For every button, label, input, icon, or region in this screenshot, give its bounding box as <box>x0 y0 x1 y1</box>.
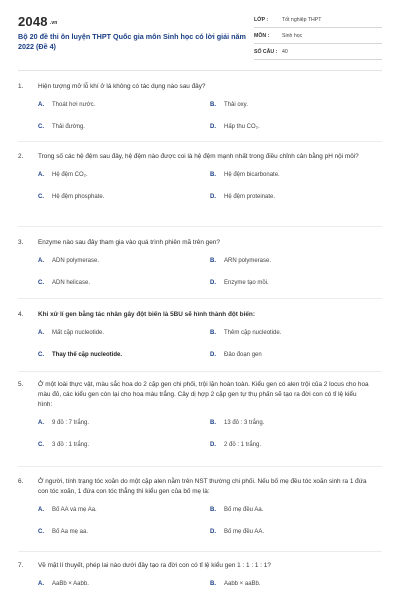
answer-letter: B. <box>210 581 216 587</box>
answer-letter: D. <box>210 280 216 286</box>
document-title: Bộ 20 đề thi ôn luyện THPT Quốc gia môn Sinh học có lời giải năm 2022 (Đề 4) <box>18 32 246 51</box>
answer-text: Thay thế cặp nucleotide. <box>52 352 123 358</box>
answer-letter: D. <box>210 124 216 130</box>
question-number: 5. <box>18 381 24 388</box>
question-text: Khi xử lí gen bằng tác nhân gây đột biến là 5BU sẽ hình thành đột biến: <box>38 311 255 318</box>
answer-option[interactable] <box>210 256 382 266</box>
answer-letter: C. <box>38 194 44 200</box>
answer-option[interactable] <box>210 278 382 288</box>
answer-letter: B. <box>210 172 216 178</box>
header-divider <box>18 70 382 71</box>
answer-letter: B. <box>210 330 216 336</box>
answer-letter: C. <box>38 442 44 448</box>
document-meta <box>254 12 382 60</box>
answer-letter: A. <box>38 581 44 587</box>
answer-option[interactable] <box>38 100 210 110</box>
answer-letter: C. <box>38 352 44 358</box>
answer-letter: B. <box>210 507 216 513</box>
answer-option[interactable] <box>210 527 382 537</box>
question-5 <box>18 380 382 450</box>
answer-text: Hệ đệm bicarbonate. <box>224 172 280 178</box>
question-4 <box>18 310 382 360</box>
answer-list <box>38 170 382 202</box>
site-logo[interactable] <box>18 14 58 29</box>
question-separator <box>18 298 382 299</box>
answer-letter: A. <box>38 258 44 264</box>
answer-option[interactable] <box>210 328 382 338</box>
answer-list <box>38 328 382 360</box>
answer-option[interactable] <box>210 170 382 180</box>
answer-text: Mất cặp nucleotide. <box>52 330 105 336</box>
question-3 <box>18 238 382 288</box>
meta-row-class <box>254 12 382 28</box>
logo-suffix: .vn <box>49 19 58 26</box>
meta-row-subject <box>254 28 382 44</box>
answer-letter: D. <box>210 529 216 535</box>
answer-option[interactable] <box>38 350 210 360</box>
question-head <box>18 477 382 497</box>
answer-letter: D. <box>210 194 216 200</box>
question-text: Enzyme nào sau đây tham gia vào quá trình phiên mã trên gen? <box>38 239 220 246</box>
question-number: 1. <box>18 83 24 90</box>
logo-text: 2048 <box>18 14 48 29</box>
answer-text: Bố AA và mẹ Aa. <box>52 507 97 513</box>
question-number: 7. <box>18 562 24 569</box>
answer-option[interactable] <box>210 100 382 110</box>
answer-letter: A. <box>38 330 44 336</box>
answer-text: Bố mẹ đều AA. <box>224 529 265 535</box>
answer-option[interactable] <box>38 505 210 515</box>
question-number: 2. <box>18 153 24 160</box>
answer-option[interactable] <box>210 579 382 589</box>
answer-letter: C. <box>38 280 44 286</box>
answer-option[interactable] <box>210 505 382 515</box>
answer-text: 9 đỏ : 7 trắng. <box>52 420 90 426</box>
answer-text: Hấp thu CO₂. <box>224 124 260 130</box>
answer-list <box>38 256 382 288</box>
question-text: Hiện tượng mở lỗ khí ở lá không có tác dụng nào sau đây? <box>38 83 206 90</box>
answer-letter: A. <box>38 102 44 108</box>
question-1 <box>18 82 382 132</box>
question-head <box>18 82 382 92</box>
answer-option[interactable] <box>38 256 210 266</box>
answer-text: Đảo đoạn gen <box>224 352 262 358</box>
document-header <box>18 10 382 66</box>
meta-value: Sinh học <box>282 32 303 39</box>
answer-text: Thải đường. <box>52 124 85 130</box>
answer-text: ARN polymerase. <box>224 258 272 264</box>
answer-option[interactable] <box>210 122 382 132</box>
answer-option[interactable] <box>38 527 210 537</box>
answer-text: 13 đỏ : 3 trắng. <box>224 420 265 426</box>
answer-letter: D. <box>210 352 216 358</box>
question-head <box>18 310 382 320</box>
meta-label: SỐ CÂU : <box>254 48 278 55</box>
question-head <box>18 152 382 162</box>
question-number: 6. <box>18 478 24 485</box>
answer-letter: B. <box>210 420 216 426</box>
answer-option[interactable] <box>38 192 210 202</box>
question-7 <box>18 561 382 589</box>
question-head <box>18 238 382 248</box>
answer-option[interactable] <box>38 579 210 589</box>
answer-text: AaBb × Aabb. <box>52 581 89 587</box>
answer-letter: A. <box>38 172 44 178</box>
answer-letter: C. <box>38 124 44 130</box>
question-number: 3. <box>18 239 24 246</box>
answer-text: Thêm cặp nucleotide. <box>224 330 282 336</box>
answer-option[interactable] <box>38 122 210 132</box>
answer-text: ADN polymerase. <box>52 258 100 264</box>
meta-label: MÔN : <box>254 32 270 39</box>
answer-option[interactable] <box>210 192 382 202</box>
answer-text: Aabb × aaBb. <box>224 581 261 587</box>
answer-option[interactable] <box>38 170 210 180</box>
answer-text: Hệ đệm phosphate. <box>52 194 105 200</box>
question-2 <box>18 152 382 202</box>
question-text: Trong số các hệ đệm sau đây, hệ đệm nào được coi là hệ đệm mạnh nhất trong điều chỉnh cân bằng pH nội môi? <box>38 153 359 160</box>
answer-text: Hệ đệm CO₂. <box>52 172 88 178</box>
answer-text: Enzyme tạo mồi. <box>224 280 269 286</box>
answer-option[interactable] <box>210 440 382 450</box>
meta-value: Tốt nghiệp THPT <box>282 16 322 23</box>
meta-value: 40 <box>282 48 288 55</box>
answer-letter: D. <box>210 442 216 448</box>
question-separator <box>18 141 382 142</box>
question-text: Ở người, tính trạng tóc xoăn do một cặp alen nằm trên NST thường chi phối. Nếu bố mẹ đều tóc xoăn sinh ra 1 đứa con tóc xoăn, 1 đứa con tóc thẳng thì kiểu gen của bố mẹ là: <box>38 478 367 495</box>
answer-text: Hệ đệm proteinate. <box>224 194 276 200</box>
question-text: Về mặt lí thuyết, phép lai nào dưới đây tạo ra đời con có tỉ lệ kiểu gen 1 : 1 : 1 : 1? <box>38 562 271 569</box>
answer-text: 2 đỏ : 1 trắng. <box>224 442 262 448</box>
answer-letter: A. <box>38 507 44 513</box>
answer-text: Thoát hơi nước. <box>52 102 96 108</box>
question-separator <box>18 371 382 372</box>
answer-text: ADN helicase. <box>52 280 91 286</box>
answer-option[interactable] <box>38 440 210 450</box>
answer-list <box>38 579 382 589</box>
question-separator <box>18 226 382 227</box>
answer-letter: B. <box>210 102 216 108</box>
answer-letter: A. <box>38 420 44 426</box>
question-6 <box>18 477 382 537</box>
answer-list <box>38 505 382 537</box>
answer-text: 3 đỏ : 1 trắng. <box>52 442 90 448</box>
meta-row-count <box>254 44 382 60</box>
answer-option[interactable] <box>38 418 210 428</box>
answer-letter: B. <box>210 258 216 264</box>
answer-text: Bố mẹ đều Aa. <box>224 507 264 513</box>
question-number: 4. <box>18 311 24 318</box>
question-head <box>18 561 382 571</box>
answer-option[interactable] <box>38 278 210 288</box>
answer-option[interactable] <box>210 418 382 428</box>
answer-text: Thải oxy. <box>224 102 248 108</box>
question-separator <box>18 551 382 552</box>
question-head <box>18 380 382 410</box>
question-separator <box>18 466 382 467</box>
answer-list <box>38 100 382 132</box>
answer-text: Bố Aa mẹ aa. <box>52 529 89 535</box>
answer-letter: C. <box>38 529 44 535</box>
meta-label: LỚP : <box>254 16 269 23</box>
answer-option[interactable] <box>38 328 210 338</box>
question-text: Ở một loài thực vật, màu sắc hoa do 2 cặp gen chi phối, trội lặn hoàn toàn. Kiểu gen có alen trội của 2 locus cho hoa màu đỏ, các kiểu gen còn lại cho hoa màu trắng. Cây dị hợp 2 cặp gen tự thụ phấn sẽ tạo ra đời con có tỉ lệ kiểu hình: <box>38 381 369 408</box>
answer-option[interactable] <box>210 350 382 360</box>
answer-list <box>38 418 382 450</box>
